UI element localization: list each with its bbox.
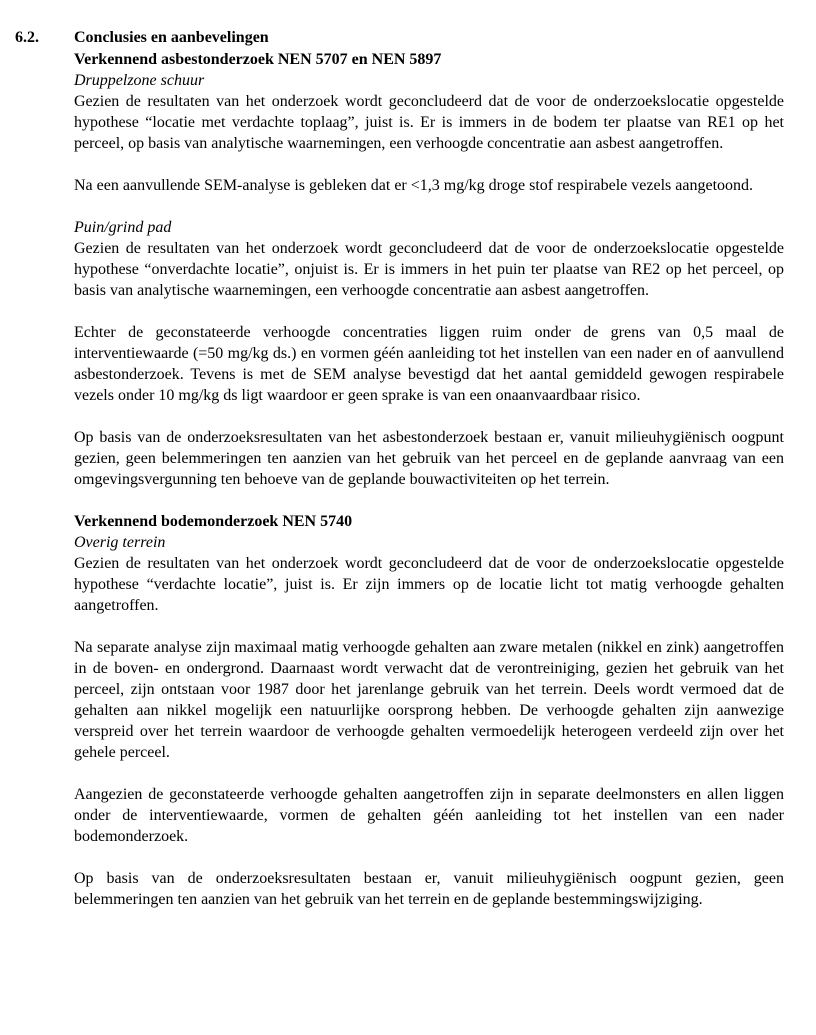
overig-paragraph-2: Na separate analyse zijn maximaal matig verhoogde gehalten aan zware metalen (nikkel en zink) aangetroffen in de boven- en ondergrond. Daarnaast wordt verwacht dat de verontreiniging, gezien het gebruik van het perceel, zijn ontstaan voor 1987 door het jarenlange gebruik van het terrein. Deels wordt vermoed dat de gehalten aan nikkel mogelijk een natuurlijke oorsprong hebben. De verhoogde gehalten zijn aanwezige verspreid over het terrein waardoor de verhoogde gehalten vermoedelijk heterogeen verdeeld zijn over het gehele perceel. (74, 639, 784, 761)
puin-paragraph-1: Gezien de resultaten van het onderzoek wordt geconcludeerd dat de voor de onderzoekslocatie opgestelde hypothese “onverdachte locatie”, onjuist is. Er is immers in het puin ter plaatse van RE2 op het perceel, op basis van analytische waarnemingen, een verhoogde concentratie aan asbest aangetroffen. (74, 240, 784, 299)
puin-paragraph-2: Echter de geconstateerde verhoogde concentraties liggen ruim onder de grens van 0,5 maal de interventiewaarde (=50 mg/kg ds.) en vormen géén aanleiding tot het instellen van een nader en of aanvullend asbestonderzoek. Tevens is met de SEM analyse bevestigd dat het aantal gemiddeld gewogen respirabele vezels onder 10 mg/kg ds ligt waardoor er geen sprake is van een onaanvaardbaar risico. (74, 324, 784, 404)
druppelzone-paragraph-2: Na een aanvullende SEM-analyse is gebleken dat er <1,3 mg/kg droge stof respirabele vezels aangetoond. (74, 177, 754, 194)
druppelzone-title: Druppelzone schuur (74, 72, 205, 89)
puin-title: Puin/grind pad (74, 219, 172, 236)
asbest-heading: Verkennend asbestonderzoek NEN 5707 en NEN 5897 (74, 51, 442, 68)
overig-paragraph-1: Gezien de resultaten van het onderzoek wordt geconcludeerd dat de voor de onderzoekslocatie opgestelde hypothese “verdachte locatie”, juist is. Er zijn immers op de locatie licht tot matig verhoogde gehalten aangetroffen. (74, 555, 784, 614)
druppelzone-paragraph-1: Gezien de resultaten van het onderzoek wordt geconcludeerd dat de voor de onderzoekslocatie opgestelde hypothese “locatie met verdachte toplaag”, juist is. Er is immers in de bodem ter plaatse van RE1 op het perceel, op basis van analytische waarnemingen, een verhoogde concentratie aan asbest aangetroffen. (74, 93, 784, 152)
overig-title: Overig terrein (74, 534, 166, 551)
bodem-heading: Verkennend bodemonderzoek NEN 5740 (74, 513, 353, 530)
section-heading (0, 27, 816, 49)
section-number: 6.2. (15, 29, 39, 46)
overig-paragraph-3: Aangezien de geconstateerde verhoogde gehalten aangetroffen zijn in separate deelmonsters en allen liggen onder de interventiewaarde, vormen de gehalten géén aanleiding tot het instellen van een nader bodemonderzoek. (74, 786, 784, 845)
section-body (74, 49, 784, 910)
asbest-conclusion: Op basis van de onderzoeksresultaten van het asbestonderzoek bestaan er, vanuit milieuhygiënisch oogpunt gezien, geen belemmeringen ten aanzien van het gebruik van het perceel en de geplande aanvraag van een omgevingsvergunning ten behoeve van de geplande bouwactiviteiten op het terrein. (74, 429, 784, 488)
overig-paragraph-4: Op basis van de onderzoeksresultaten bestaan er, vanuit milieuhygiënisch oogpunt gezien, geen belemmeringen ten aanzien van het gebruik van het terrein en de geplande bestemmingswijziging. (74, 870, 784, 908)
section-title: Conclusies en aanbevelingen (74, 29, 269, 46)
